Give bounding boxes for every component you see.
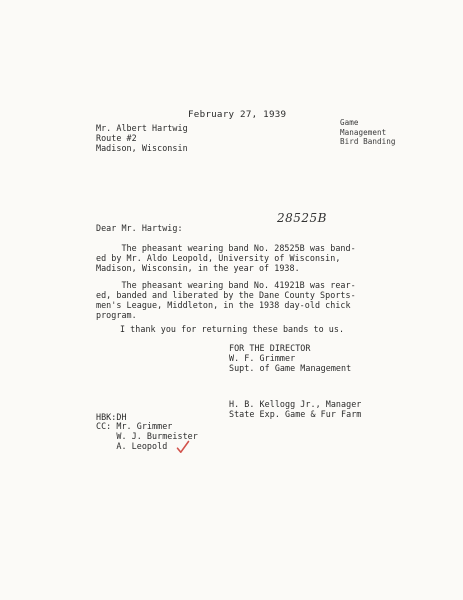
closing-block: FOR THE DIRECTOR W. F. Grimmer Supt. of Game Management: [229, 343, 352, 373]
handwritten-check-icon: [176, 440, 190, 454]
thank-you-line: I thank you for returning these bands to us.: [120, 324, 345, 334]
carbon-copy-list: CC: Mr. Grimmer W. J. Burmeister A. Leopold: [96, 421, 198, 451]
recipient-address: Mr. Albert Hartwig Route #2 Madison, Wisconsin: [96, 123, 188, 153]
signature-block: H. B. Kellogg Jr., Manager State Exp. Game & Fur Farm: [229, 399, 362, 419]
letter-date: February 27, 1939: [188, 109, 287, 120]
paragraph-band-41921b: The pheasant wearing band No. 41921B was rear- ed, banded and liberated by the Dane County Sports- men's League, Middleton, in the 1938 day-old chick program.: [96, 280, 356, 320]
department-label: Game Management Bird Banding: [340, 118, 396, 146]
salutation: Dear Mr. Hartwig:: [96, 223, 183, 233]
handwritten-band-number: 28525B: [277, 211, 327, 225]
reference-initials: HBK:DH: [96, 412, 127, 422]
paragraph-band-28525b: The pheasant wearing band No. 28525B was band- ed by Mr. Aldo Leopold, University of Wisconsin, Madison, Wisconsin, in the year of 1938.: [96, 243, 356, 273]
